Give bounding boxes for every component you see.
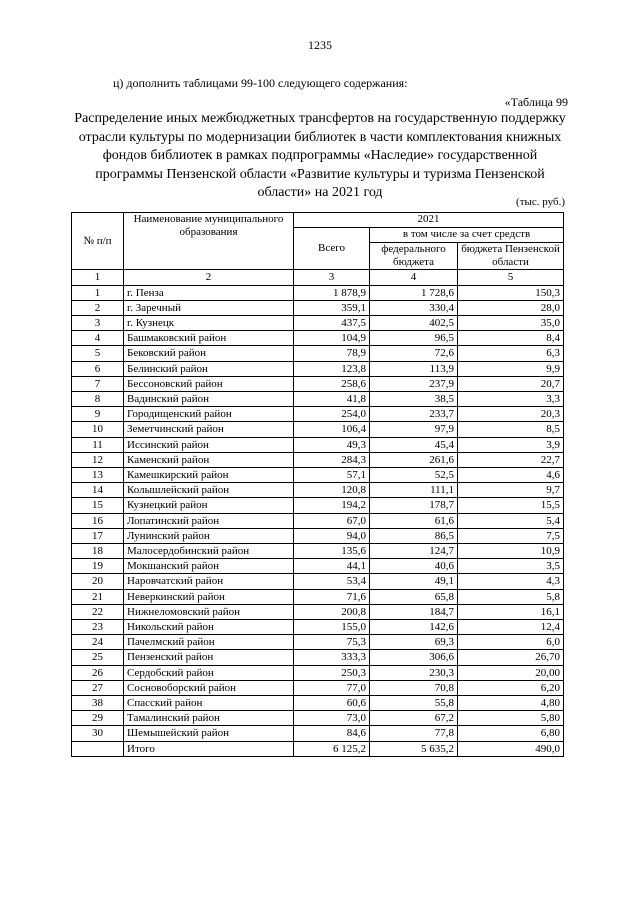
municipality-cell: Пачелмский район [124,635,294,650]
table-row [72,498,564,513]
municipality-cell: Земетчинский район [124,422,294,437]
row-number-cell: 19 [72,559,124,574]
federal-cell: 184,7 [370,604,458,619]
total-cell: 77,0 [294,680,370,695]
header-num: № п/п [72,213,124,270]
row-number-cell: 20 [72,574,124,589]
municipality-cell: Тамалинский район [124,711,294,726]
municipality-cell: Никольский район [124,620,294,635]
federal-cell: 72,6 [370,346,458,361]
row-number-cell: 27 [72,680,124,695]
federal-cell: 67,2 [370,711,458,726]
federal-cell: 178,7 [370,498,458,513]
row-number-cell: 30 [72,726,124,741]
table-row [72,696,564,711]
municipality-cell: Наровчатский район [124,574,294,589]
col-number: 1 [72,270,124,285]
table-row [72,513,564,528]
total-cell: 73,0 [294,711,370,726]
regional-cell: 4,80 [458,696,564,711]
federal-cell: 402,5 [370,315,458,330]
table-row [72,376,564,391]
federal-cell: 52,5 [370,468,458,483]
table-row [72,604,564,619]
municipality-cell: Иссинский район [124,437,294,452]
federal-cell: 65,8 [370,589,458,604]
total-cell: 67,0 [294,513,370,528]
federal-cell: 69,3 [370,635,458,650]
row-number-cell: 23 [72,620,124,635]
municipality-cell: Кузнецкий район [124,498,294,513]
regional-cell: 20,7 [458,376,564,391]
municipality-cell: Мокшанский район [124,559,294,574]
table-row [72,361,564,376]
federal-cell: 96,5 [370,331,458,346]
regional-cell: 28,0 [458,300,564,315]
header-federal: федерального бюджета [370,243,458,270]
table-row [72,285,564,300]
total-cell: 75,3 [294,635,370,650]
table-row [72,392,564,407]
regional-cell: 5,8 [458,589,564,604]
regional-cell: 6,0 [458,635,564,650]
row-number-cell: 4 [72,331,124,346]
table-row [72,620,564,635]
row-number-cell [72,741,124,756]
municipality-cell: Лунинский район [124,528,294,543]
header-including: в том числе за счет средств [370,228,564,243]
table-row [72,559,564,574]
regional-cell: 16,1 [458,604,564,619]
municipality-cell: Бессоновский район [124,376,294,391]
row-number-cell: 17 [72,528,124,543]
federal-cell: 142,6 [370,620,458,635]
table-row [72,407,564,422]
row-number-cell: 11 [72,437,124,452]
municipality-cell: Шемышейский район [124,726,294,741]
municipality-cell: Итого [124,741,294,756]
row-number-cell: 3 [72,315,124,330]
total-cell: 359,1 [294,300,370,315]
municipality-cell: Пензенский район [124,650,294,665]
regional-cell: 9,9 [458,361,564,376]
col-number: 4 [370,270,458,285]
header-year: 2021 [294,213,564,228]
municipality-cell: Бековский район [124,346,294,361]
regional-cell: 5,80 [458,711,564,726]
regional-cell: 6,80 [458,726,564,741]
federal-cell: 233,7 [370,407,458,422]
total-cell: 44,1 [294,559,370,574]
total-cell: 78,9 [294,346,370,361]
row-number-cell: 13 [72,468,124,483]
municipality-cell: Неверкинский район [124,589,294,604]
federal-cell: 261,6 [370,452,458,467]
regional-cell: 4,6 [458,468,564,483]
regional-cell: 15,5 [458,498,564,513]
col-number: 3 [294,270,370,285]
col-number: 2 [124,270,294,285]
row-number-cell: 29 [72,711,124,726]
table-label: «Таблица 99 [504,95,568,109]
total-cell: 6 125,2 [294,741,370,756]
table-title: Распределение иных межбюджетных трансфертов на государственную поддержку отрасли культуры по модернизации библиотек в части комплектования книжных фондов библиотек в рамках подпрограммы «Наследие» государственной программы Пензенской области «Развитие культуры и туризма Пензенской области» на 2021 год [74,111,566,200]
regional-cell: 6,20 [458,680,564,695]
total-cell: 84,6 [294,726,370,741]
table-row [72,346,564,361]
regional-cell: 9,7 [458,483,564,498]
municipality-cell: Колышлейский район [124,483,294,498]
regional-cell: 8,5 [458,422,564,437]
row-number-cell: 7 [72,376,124,391]
total-cell: 135,6 [294,544,370,559]
table-row [72,315,564,330]
table-row [72,726,564,741]
regional-cell: 10,9 [458,544,564,559]
regional-cell: 150,3 [458,285,564,300]
municipality-cell: г. Заречный [124,300,294,315]
transfers-table [71,212,564,757]
header-regional: бюджета Пензенской области [458,243,564,270]
total-cell: 258,6 [294,376,370,391]
federal-cell: 38,5 [370,392,458,407]
row-number-cell: 14 [72,483,124,498]
federal-cell: 77,8 [370,726,458,741]
total-cell: 60,6 [294,696,370,711]
municipality-cell: Малосердобинский район [124,544,294,559]
col-number: 5 [458,270,564,285]
row-number-cell: 26 [72,665,124,680]
federal-cell: 111,1 [370,483,458,498]
table-row [72,452,564,467]
federal-cell: 5 635,2 [370,741,458,756]
total-cell: 104,9 [294,331,370,346]
municipality-cell: Спасский район [124,696,294,711]
federal-cell: 49,1 [370,574,458,589]
total-cell: 333,3 [294,650,370,665]
row-number-cell: 15 [72,498,124,513]
federal-cell: 45,4 [370,437,458,452]
federal-cell: 97,9 [370,422,458,437]
table-row [72,528,564,543]
total-cell: 284,3 [294,452,370,467]
table-row [72,437,564,452]
municipality-cell: Вадинский район [124,392,294,407]
row-number-cell: 8 [72,392,124,407]
table-row [72,331,564,346]
row-number-cell: 21 [72,589,124,604]
total-cell: 49,3 [294,437,370,452]
table-row [72,483,564,498]
row-number-cell: 18 [72,544,124,559]
regional-cell: 22,7 [458,452,564,467]
row-number-cell: 12 [72,452,124,467]
row-number-cell: 5 [72,346,124,361]
municipality-cell: Камешкирский район [124,468,294,483]
row-number-cell: 38 [72,696,124,711]
regional-cell: 8,4 [458,331,564,346]
municipality-cell: Городищенский район [124,407,294,422]
regional-cell: 26,70 [458,650,564,665]
regional-cell: 7,5 [458,528,564,543]
federal-cell: 306,6 [370,650,458,665]
table-row [72,635,564,650]
municipality-cell: Нижнеломовский район [124,604,294,619]
federal-cell: 230,3 [370,665,458,680]
row-number-cell: 25 [72,650,124,665]
table-row [72,422,564,437]
total-cell: 200,8 [294,604,370,619]
federal-cell: 86,5 [370,528,458,543]
municipality-cell: Башмаковский район [124,331,294,346]
total-cell: 155,0 [294,620,370,635]
regional-cell: 3,5 [458,559,564,574]
table-row [72,665,564,680]
table-row [72,300,564,315]
federal-cell: 55,8 [370,696,458,711]
row-number-cell: 6 [72,361,124,376]
total-cell: 254,0 [294,407,370,422]
table-row [72,741,564,756]
municipality-cell: Белинский район [124,361,294,376]
total-cell: 71,6 [294,589,370,604]
total-cell: 250,3 [294,665,370,680]
header-name: Наименование муниципального образования [124,213,294,270]
row-number-cell: 9 [72,407,124,422]
regional-cell: 20,00 [458,665,564,680]
municipality-cell: г. Кузнецк [124,315,294,330]
municipality-cell: Каменский район [124,452,294,467]
regional-cell: 490,0 [458,741,564,756]
intro-text: ц) дополнить таблицами 99-100 следующего содержания: [113,76,408,90]
municipality-cell: Сердобский район [124,665,294,680]
row-number-cell: 22 [72,604,124,619]
federal-cell: 61,6 [370,513,458,528]
table-row [72,650,564,665]
table-row [72,680,564,695]
total-cell: 94,0 [294,528,370,543]
total-cell: 120,8 [294,483,370,498]
regional-cell: 6,3 [458,346,564,361]
table-row [72,544,564,559]
table-row [72,574,564,589]
row-number-cell: 10 [72,422,124,437]
municipality-cell: г. Пенза [124,285,294,300]
table-row [72,589,564,604]
total-cell: 53,4 [294,574,370,589]
regional-cell: 20,3 [458,407,564,422]
header-total: Всего [294,228,370,270]
row-number-cell: 24 [72,635,124,650]
federal-cell: 330,4 [370,300,458,315]
page-number: 1235 [308,38,332,52]
total-cell: 123,8 [294,361,370,376]
total-cell: 1 878,9 [294,285,370,300]
table-row [72,468,564,483]
federal-cell: 40,6 [370,559,458,574]
row-number-cell: 2 [72,300,124,315]
table-row [72,711,564,726]
row-number-cell: 1 [72,285,124,300]
federal-cell: 1 728,6 [370,285,458,300]
municipality-cell: Лопатинский район [124,513,294,528]
federal-cell: 70,8 [370,680,458,695]
row-number-cell: 16 [72,513,124,528]
regional-cell: 35,0 [458,315,564,330]
total-cell: 437,5 [294,315,370,330]
total-cell: 57,1 [294,468,370,483]
federal-cell: 237,9 [370,376,458,391]
regional-cell: 5,4 [458,513,564,528]
units-label: (тыс. руб.) [516,196,565,208]
table-body [72,285,564,756]
federal-cell: 124,7 [370,544,458,559]
municipality-cell: Сосновоборский район [124,680,294,695]
total-cell: 41,8 [294,392,370,407]
total-cell: 194,2 [294,498,370,513]
federal-cell: 113,9 [370,361,458,376]
total-cell: 106,4 [294,422,370,437]
regional-cell: 3,3 [458,392,564,407]
regional-cell: 3,9 [458,437,564,452]
regional-cell: 4,3 [458,574,564,589]
regional-cell: 12,4 [458,620,564,635]
